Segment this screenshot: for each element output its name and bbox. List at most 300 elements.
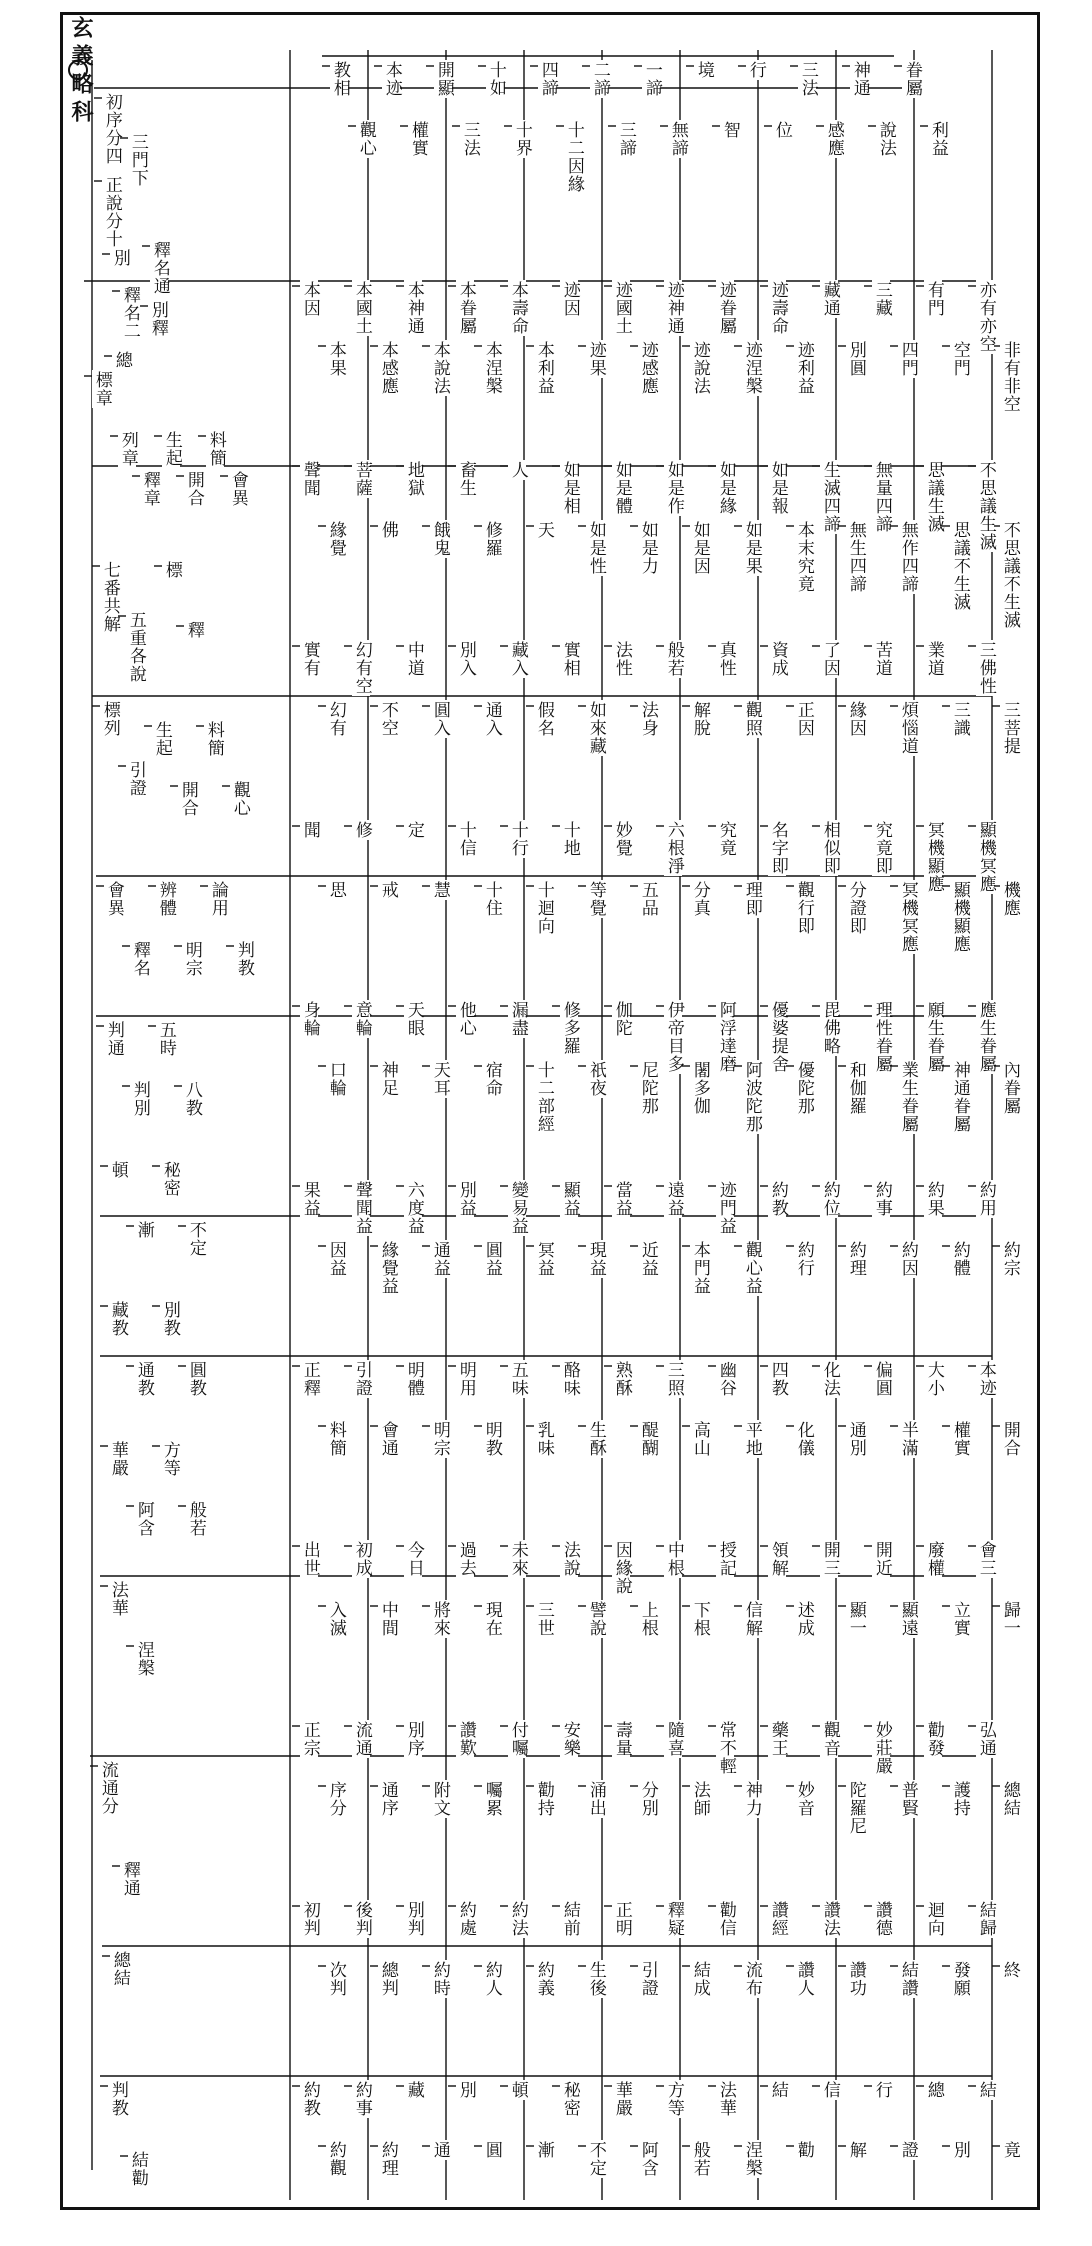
- outline-node: 如是力: [637, 521, 658, 575]
- outline-node: 約用: [975, 1181, 996, 1217]
- outline-node: 本涅槃: [481, 341, 502, 395]
- outline-node: 序分: [325, 1781, 346, 1817]
- outline-node: 竟: [999, 2141, 1020, 2159]
- outline-node: 約理: [845, 1241, 866, 1277]
- outline-node: 行: [871, 2081, 892, 2099]
- outline-node: 上根: [637, 1601, 658, 1637]
- outline-node: 釋名: [129, 941, 150, 977]
- outline-node: 流布: [741, 1961, 762, 1997]
- outline-node: 般若: [663, 641, 684, 677]
- outline-node: 闍多伽: [689, 1061, 710, 1115]
- outline-node: 藏: [403, 2081, 424, 2099]
- outline-node: 無生四諦: [845, 521, 866, 593]
- outline-node: 如是報: [767, 461, 788, 515]
- outline-node: 迹因: [559, 281, 580, 317]
- outline-node: 別圓: [845, 341, 866, 377]
- outline-node: 餓鬼: [429, 521, 450, 557]
- outline-node: 不思議生滅: [975, 461, 996, 551]
- outline-node: 神通眷屬: [949, 1061, 970, 1133]
- outline-node: 觀行即: [793, 881, 814, 935]
- outline-node: 開合: [177, 781, 198, 817]
- outline-node: 本末究竟: [793, 521, 814, 593]
- outline-node: 煩惱道: [897, 701, 918, 755]
- outline-node: 正釋: [299, 1361, 320, 1397]
- outline-node: 本因: [299, 281, 320, 317]
- outline-node: 漸: [133, 1221, 154, 1239]
- outline-node: 神足: [377, 1061, 398, 1097]
- outline-node: 幻有: [325, 701, 346, 737]
- outline-node: 如是體: [611, 461, 632, 515]
- outline-node: 讚人: [793, 1961, 814, 1997]
- outline-node: 涅槃: [741, 2141, 762, 2177]
- outline-node: 權實: [407, 121, 428, 157]
- outline-node: 如是相: [559, 461, 580, 515]
- outline-node: 華嚴: [107, 1441, 128, 1477]
- outline-node: 後判: [351, 1901, 372, 1937]
- outline-node: 思議生滅: [923, 461, 944, 533]
- outline-node: 二諦: [589, 61, 610, 97]
- outline-node: 假名: [533, 701, 554, 737]
- outline-node: 法華: [715, 2081, 736, 2117]
- outline-node: 釋名通: [149, 241, 170, 295]
- outline-node: 顯一: [845, 1601, 866, 1637]
- outline-node: 釋疑: [663, 1901, 684, 1937]
- outline-node: 料簡: [205, 431, 226, 467]
- outline-node: 次判: [325, 1961, 346, 1997]
- outline-node: 半滿: [897, 1421, 918, 1457]
- outline-node: 究竟: [715, 821, 736, 857]
- outline-node: 五品: [637, 881, 658, 917]
- outline-node: 伽陀: [611, 1001, 632, 1037]
- outline-node: 本迹: [381, 61, 402, 97]
- outline-node: 優陀那: [793, 1061, 814, 1115]
- outline-node: 本說法: [429, 341, 450, 395]
- outline-node: 了因: [819, 641, 840, 677]
- outline-node: 約果: [923, 1181, 944, 1217]
- outline-node: 別益: [455, 1181, 476, 1217]
- outline-node: 亦有亦空: [975, 281, 996, 353]
- outline-node: 初判: [299, 1901, 320, 1937]
- outline-node: 迹眷屬: [715, 281, 736, 335]
- outline-node: 授記: [715, 1541, 736, 1577]
- outline-node: 生後: [585, 1961, 606, 1997]
- outline-node: 人: [507, 461, 528, 479]
- outline-node: 標: [161, 561, 182, 579]
- outline-node: 未來: [507, 1541, 528, 1577]
- outline-node: 十二部經: [533, 1061, 554, 1133]
- outline-node: 約時: [429, 1961, 450, 1997]
- outline-node: 非有非空: [999, 341, 1020, 413]
- outline-node: 本利益: [533, 341, 554, 395]
- outline-node: 妙莊嚴: [871, 1721, 892, 1775]
- outline-node: 解脫: [689, 701, 710, 737]
- outline-node: 漏盡: [507, 1001, 528, 1037]
- outline-node: 明體: [403, 1361, 424, 1397]
- outline-node: 弘通: [975, 1721, 996, 1757]
- outline-node: 歸一: [999, 1601, 1020, 1637]
- outline-node: 感應: [823, 121, 844, 157]
- outline-node: 總判: [377, 1961, 398, 1997]
- outline-node: 定: [403, 821, 424, 839]
- outline-node: 權實: [949, 1421, 970, 1457]
- outline-node: 約位: [819, 1181, 840, 1217]
- outline-node: 發願: [949, 1961, 970, 1997]
- outline-node: 高山: [689, 1421, 710, 1457]
- outline-node: 不思議不生滅: [999, 521, 1020, 629]
- outline-node: 頓: [107, 1161, 128, 1179]
- outline-node: 總: [923, 2081, 944, 2099]
- outline-node: 變易益: [507, 1181, 528, 1235]
- outline-node: 修羅: [481, 521, 502, 557]
- outline-node: 如是緣: [715, 461, 736, 515]
- outline-node: 法華: [107, 1581, 128, 1617]
- outline-node: 別教: [159, 1301, 180, 1337]
- outline-node: 四門: [897, 341, 918, 377]
- outline-node: 明用: [455, 1361, 476, 1397]
- outline-node: 結勸: [127, 2151, 148, 2187]
- outline-node: 生滅四諦: [819, 461, 840, 533]
- outline-node: 秘密: [159, 1161, 180, 1197]
- outline-node: 三藏: [871, 281, 892, 317]
- outline-node: 約教: [767, 1181, 788, 1217]
- outline-node: 信: [819, 2081, 840, 2099]
- outline-node: 約法: [507, 1901, 528, 1937]
- outline-node: 讚經: [767, 1901, 788, 1937]
- outline-node: 觀心: [229, 781, 250, 817]
- outline-node: 妙覺: [611, 821, 632, 857]
- outline-node: 總結: [109, 1951, 130, 1987]
- outline-node: 他心: [455, 1001, 476, 1037]
- outline-node: 觀心: [355, 121, 376, 157]
- outline-node: 約事: [351, 2081, 372, 2117]
- outline-node: 阿浮達磨: [715, 1001, 736, 1073]
- outline-node: 說法: [875, 121, 896, 157]
- outline-node: 智: [719, 121, 740, 139]
- outline-node: 迹國土: [611, 281, 632, 335]
- outline-node: 教相: [329, 61, 350, 97]
- outline-node: 偏圓: [871, 1361, 892, 1397]
- outline-node: 讚法: [819, 1901, 840, 1937]
- outline-node: 現在: [481, 1601, 502, 1637]
- outline-node: 資成: [767, 641, 788, 677]
- outline-node: 正明: [611, 1901, 632, 1937]
- outline-node: 三世: [533, 1601, 554, 1637]
- outline-node: 判別: [129, 1081, 150, 1117]
- outline-node: 無量四諦: [871, 461, 892, 533]
- outline-node: 涌出: [585, 1781, 606, 1817]
- outline-node: 通入: [481, 701, 502, 737]
- outline-node: 眷屬: [901, 61, 922, 97]
- outline-node: 思: [325, 881, 346, 899]
- outline-node: 般若: [689, 2141, 710, 2177]
- outline-node: 釋: [183, 621, 204, 639]
- outline-node: 判教: [107, 2081, 128, 2117]
- outline-node: 迹門益: [715, 1181, 736, 1235]
- outline-node: 明教: [481, 1421, 502, 1457]
- outline-node: 真性: [715, 641, 736, 677]
- outline-node: 三菩提: [999, 701, 1020, 755]
- outline-node: 冥益: [533, 1241, 554, 1277]
- outline-node: 乳味: [533, 1421, 554, 1457]
- outline-node: 天耳: [429, 1061, 450, 1097]
- outline-node: 酪味: [559, 1361, 580, 1397]
- outline-node: 開近: [871, 1541, 892, 1577]
- outline-node: 身輪: [299, 1001, 320, 1037]
- outline-node: 約因: [897, 1241, 918, 1277]
- outline-node: 會三: [975, 1541, 996, 1577]
- outline-node: 分別: [637, 1781, 658, 1817]
- outline-node: 通益: [429, 1241, 450, 1277]
- outline-node: 分證即: [845, 881, 866, 935]
- outline-node: 信解: [741, 1601, 762, 1637]
- outline-node: 當益: [611, 1181, 632, 1217]
- outline-node: 應生眷屬: [975, 1001, 996, 1073]
- outline-node: 通教: [133, 1361, 154, 1397]
- outline-node: 論用: [207, 881, 228, 917]
- outline-node: 顯遠: [897, 1601, 918, 1637]
- outline-node: 約處: [455, 1901, 476, 1937]
- outline-node: 苦道: [871, 641, 892, 677]
- outline-node: 迴向: [923, 1901, 944, 1937]
- outline-node: 相似即: [819, 821, 840, 875]
- outline-node: 領解: [767, 1541, 788, 1577]
- outline-node: 隨喜: [663, 1721, 684, 1757]
- outline-node: 實相: [559, 641, 580, 677]
- outline-node: 別: [455, 2081, 476, 2099]
- outline-node: 明宗: [429, 1421, 450, 1457]
- outline-node: 四教: [767, 1361, 788, 1397]
- outline-node: 大小: [923, 1361, 944, 1397]
- outline-node: 利益: [927, 121, 948, 157]
- outline-node: 十二因緣: [563, 121, 584, 193]
- outline-node: 十行: [507, 821, 528, 857]
- outline-node: 觀心益: [741, 1241, 762, 1295]
- outline-node: 三佛性: [975, 641, 996, 695]
- outline-node: 五味: [507, 1361, 528, 1397]
- outline-node: 釋通: [119, 1861, 140, 1897]
- outline-node: 近益: [637, 1241, 658, 1277]
- outline-node: 約體: [949, 1241, 970, 1277]
- page-title: 玄義略科: [68, 16, 94, 128]
- outline-node: 不定: [185, 1221, 206, 1257]
- outline-node: 修: [351, 821, 372, 839]
- outline-node: 天: [533, 521, 554, 539]
- outline-node: 附文: [429, 1781, 450, 1817]
- outline-node: 觀照: [741, 701, 762, 737]
- outline-node: 讚德: [871, 1901, 892, 1937]
- outline-node: 引證: [637, 1961, 658, 1997]
- outline-node: 約宗: [999, 1241, 1020, 1277]
- outline-node: 中間: [377, 1601, 398, 1637]
- outline-node: 幻有空: [351, 641, 372, 695]
- outline-node: 阿含: [637, 2141, 658, 2177]
- outline-node: 八教: [181, 1081, 202, 1117]
- outline-node: 約行: [793, 1241, 814, 1277]
- outline-node: 流通: [351, 1721, 372, 1757]
- outline-node: 結成: [689, 1961, 710, 1997]
- outline-node: 聲聞益: [351, 1181, 372, 1235]
- outline-node: 如來藏: [585, 701, 606, 755]
- outline-node: 圓教: [185, 1361, 206, 1397]
- outline-node: 生起: [151, 721, 172, 757]
- outline-node: 七番共解: [99, 561, 120, 633]
- outline-node: 護持: [949, 1781, 970, 1817]
- outline-node: 神力: [741, 1781, 762, 1817]
- outline-node: 列章: [117, 431, 138, 467]
- outline-node: 約義: [533, 1961, 554, 1997]
- outline-node: 口輪: [325, 1061, 346, 1097]
- outline-node: 涅槃: [133, 1641, 154, 1677]
- outline-node: 法說: [559, 1541, 580, 1577]
- outline-node: 法身: [637, 701, 658, 737]
- outline-node: 總: [111, 351, 132, 369]
- outline-node: 正宗: [299, 1721, 320, 1757]
- outline-node: 藏通: [819, 281, 840, 317]
- outline-node: 願生眷屬: [923, 1001, 944, 1073]
- outline-node: 戒: [377, 881, 398, 899]
- outline-node: 終: [999, 1961, 1020, 1979]
- outline-node: 證: [897, 2141, 918, 2159]
- outline-node: 無諦: [667, 121, 688, 157]
- outline-node: 生酥: [585, 1421, 606, 1457]
- outline-node: 別序: [403, 1721, 424, 1757]
- outline-node: 思議不生滅: [949, 521, 970, 611]
- outline-node: 流通分: [97, 1761, 118, 1815]
- outline-node: 阿含: [133, 1501, 154, 1537]
- outline-node: 常不輕: [715, 1721, 736, 1775]
- outline-node: 般若: [185, 1501, 206, 1537]
- outline-node: 中根: [663, 1541, 684, 1577]
- outline-node: 結前: [559, 1901, 580, 1937]
- outline-node: 如是性: [585, 521, 606, 575]
- outline-node: 法性: [611, 641, 632, 677]
- outline-node: 開三: [819, 1541, 840, 1577]
- outline-node: 理即: [741, 881, 762, 917]
- outline-node: 分真: [689, 881, 710, 917]
- outline-node: 結: [975, 2081, 996, 2099]
- outline-node: 有門: [923, 281, 944, 317]
- outline-node: 本眷屬: [455, 281, 476, 335]
- outline-node: 顯機冥應: [975, 821, 996, 893]
- outline-node: 頓: [507, 2081, 528, 2099]
- outline-node: 別入: [455, 641, 476, 677]
- outline-node: 漸: [533, 2141, 554, 2159]
- outline-node: 過去: [455, 1541, 476, 1577]
- outline-node: 立實: [949, 1601, 970, 1637]
- outline-node: 行: [745, 61, 766, 79]
- outline-node: 觀音: [819, 1721, 840, 1757]
- outline-node: 辨體: [155, 881, 176, 917]
- outline-node: 佛: [377, 521, 398, 539]
- outline-node: 冥機顯應: [923, 821, 944, 893]
- outline-node: 述成: [793, 1601, 814, 1637]
- outline-node: 名字即: [767, 821, 788, 875]
- outline-node: 如是果: [741, 521, 762, 575]
- outline-node: 圓入: [429, 701, 450, 737]
- outline-node: 判教: [233, 941, 254, 977]
- outline-node: 解: [845, 2141, 866, 2159]
- outline-node: 約理: [377, 2141, 398, 2177]
- outline-node: 位: [771, 121, 792, 139]
- outline-node: 中道: [403, 641, 424, 677]
- outline-node: 約人: [481, 1961, 502, 1997]
- outline-node: 開合: [183, 471, 204, 507]
- outline-node: 等覺: [585, 881, 606, 917]
- outline-node: 果益: [299, 1181, 320, 1217]
- outline-node: 伊帝目多: [663, 1001, 684, 1073]
- outline-node: 醍醐: [637, 1421, 658, 1457]
- outline-node: 化儀: [793, 1421, 814, 1457]
- outline-node: 六根淨: [663, 821, 684, 875]
- outline-node: 約觀: [325, 2141, 346, 2177]
- outline-node: 本國土: [351, 281, 372, 335]
- outline-node: 勸持: [533, 1781, 554, 1817]
- outline-node: 別: [949, 2141, 970, 2159]
- outline-node: 迹利益: [793, 341, 814, 395]
- outline-node: 五重各說: [125, 611, 146, 683]
- outline-node: 理性眷屬: [871, 1001, 892, 1073]
- outline-node: 別: [109, 249, 130, 267]
- outline-node: 出世: [299, 1541, 320, 1577]
- outline-node: 空門: [949, 341, 970, 377]
- outline-node: 本神通: [403, 281, 424, 335]
- outline-node: 入滅: [325, 1601, 346, 1637]
- outline-node: 勸發: [923, 1721, 944, 1757]
- outline-node: 一諦: [641, 61, 662, 97]
- outline-node: 普賢: [897, 1781, 918, 1817]
- outline-node: 方等: [159, 1441, 180, 1477]
- outline-node: 三門下: [127, 133, 148, 187]
- outline-node: 迹壽命: [767, 281, 788, 335]
- outline-node: 迹說法: [689, 341, 710, 395]
- outline-node: 正因: [793, 701, 814, 737]
- outline-node: 境: [693, 61, 714, 79]
- outline-node: 秘密: [559, 2081, 580, 2117]
- outline-node: 內眷屬: [999, 1061, 1020, 1115]
- outline-node: 五時: [155, 1021, 176, 1057]
- outline-node: 十界: [511, 121, 532, 157]
- outline-node: 實有: [299, 641, 320, 677]
- outline-node: 神通: [849, 61, 870, 97]
- outline-node: 引證: [125, 761, 146, 797]
- outline-node: 初序分四: [101, 93, 122, 165]
- outline-node: 下根: [689, 1601, 710, 1637]
- outline-node: 通: [429, 2141, 450, 2159]
- outline-node: 十信: [455, 821, 476, 857]
- outline-node: 會異: [103, 881, 124, 917]
- outline-node: 妙音: [793, 1781, 814, 1817]
- outline-node: 化法: [819, 1361, 840, 1397]
- outline-node: 天眼: [403, 1001, 424, 1037]
- outline-node: 熟酥: [611, 1361, 632, 1397]
- outline-node: 阿波陀那: [741, 1061, 762, 1133]
- outline-node: 四諦: [537, 61, 558, 97]
- outline-node: 陀羅尼: [845, 1781, 866, 1835]
- outline-node: 約事: [871, 1181, 892, 1217]
- outline-node: 究竟即: [871, 821, 892, 875]
- outline-node: 業道: [923, 641, 944, 677]
- outline-node: 釋名二: [119, 286, 140, 340]
- outline-node: 會異: [227, 471, 248, 507]
- outline-node: 意輪: [351, 1001, 372, 1037]
- outline-node: 通序: [377, 1781, 398, 1817]
- outline-node: 迹感應: [637, 341, 658, 395]
- outline-node: 和伽羅: [845, 1061, 866, 1115]
- outline-node: 十迴向: [533, 881, 554, 935]
- outline-node: 本門益: [689, 1241, 710, 1295]
- outline-node: 三照: [663, 1361, 684, 1397]
- outline-node: 迹涅槃: [741, 341, 762, 395]
